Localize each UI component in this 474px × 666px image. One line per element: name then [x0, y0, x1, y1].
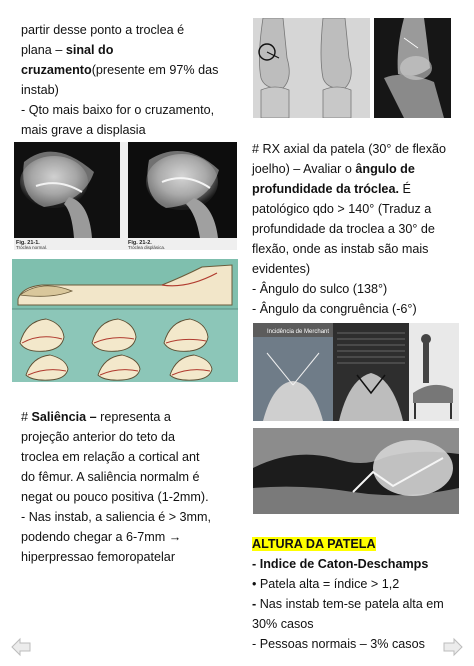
bold-term: ângulo de	[355, 162, 415, 176]
text-line: profundidade da troclea a 30° de	[252, 222, 435, 236]
xray-lateral-knee	[374, 18, 451, 118]
text-line: flexão, onde as instab são mais	[252, 242, 429, 256]
text-line: partir desse ponto a troclea é	[21, 23, 185, 37]
text-line: patológico qdo > 140° (Traduz a	[252, 202, 432, 216]
text-line: joelho) – Avaliar o ângulo de	[252, 162, 415, 176]
svg-text:Fig. 21-1.: Fig. 21-1.	[16, 240, 40, 246]
merchant-view-panel	[253, 323, 459, 421]
bold-term: Saliência –	[31, 410, 97, 424]
bold-term: cruzamento	[21, 63, 92, 77]
highlighted-heading: ALTURA DA PATELA	[252, 537, 376, 551]
text-line: do fêmur. A saliência normalm é	[21, 470, 200, 484]
xray-patella-lateral	[253, 428, 459, 514]
text-line: • Patela alta = índice > 1,2	[252, 577, 400, 591]
svg-text:Tróclea normal.: Tróclea normal.	[16, 245, 48, 250]
text-line: projeção anterior do teto da	[21, 430, 176, 444]
merchant-label: Incidência de Merchant	[267, 329, 330, 335]
text-line: - Nas instab, a saliencia é > 3mm,	[21, 510, 212, 524]
text-block-saliencia	[21, 407, 241, 567]
xray-lateral-knee-pair	[14, 142, 237, 250]
text-line: cruzamento(presente em 97% das	[21, 63, 219, 77]
text-line: - Nas instab tem-se patela alta em	[252, 597, 444, 611]
text-line: hiperpressao femoropatelar	[21, 550, 176, 564]
bold-term: sinal do	[65, 43, 114, 57]
arrow-right-icon	[442, 636, 464, 658]
svg-text:Tróclea displásica.: Tróclea displásica.	[128, 245, 166, 250]
bold-term: Indice de Caton-Deschamps	[259, 557, 429, 571]
text-line: 30% casos	[252, 617, 314, 631]
text-line: mais grave a displasia	[21, 123, 146, 137]
text-line: negat ou pouco positiva (1-2mm).	[21, 490, 209, 504]
text-line: # Saliência – representa a	[21, 410, 171, 424]
text-line: profundidade da tróclea. É	[252, 182, 411, 196]
svg-text:Fig. 21-2.: Fig. 21-2.	[128, 240, 152, 246]
section-heading	[252, 534, 462, 554]
text-line: podendo chegar a 6-7mm →	[21, 530, 182, 544]
text-line: - Ângulo da congruência (-6°)	[252, 302, 417, 316]
text-line: - Pessoas normais – 3% casos	[252, 637, 425, 651]
text-block-altura-patela	[252, 534, 462, 654]
text-line: - Indice de Caton-Deschamps	[252, 557, 429, 571]
next-page-button[interactable]	[442, 636, 464, 658]
prev-page-button[interactable]	[10, 636, 32, 658]
trochlea-diagram-panel	[12, 259, 238, 382]
text-line: troclea em relação a cortical ant	[21, 450, 200, 464]
text-line: instab)	[21, 83, 59, 97]
text-line: plana – sinal do	[21, 43, 114, 57]
text-block-sinal-do-cruzamento	[21, 20, 233, 140]
text-line: # RX axial da patela (30° de flexão	[252, 142, 447, 156]
xray-ap-knees	[253, 18, 370, 118]
text-line: - Qto mais baixo for o cruzamento,	[21, 103, 215, 117]
bold-term: profundidade da tróclea.	[252, 182, 399, 196]
text-block-rx-axial	[252, 139, 462, 319]
arrow-left-icon	[10, 636, 32, 658]
text-line: - Ângulo do sulco (138°)	[252, 282, 388, 296]
text-line: evidentes)	[252, 262, 311, 276]
